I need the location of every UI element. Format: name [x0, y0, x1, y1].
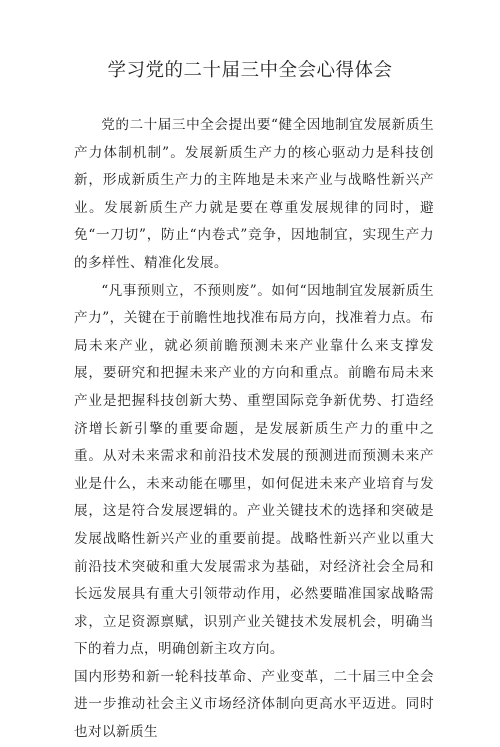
paragraph-2: “凡事预则立，不预则废”。如何“因地制宜发展新质生产力”，关键在于前瞻性地找准布局方向，找准着力点。布局未来产业，就必须前瞻预测未来产业靠什么来支撑发展，要研究和把握未来产业的方向和重点。前瞻布局未来产业是把握科技创新大势、重塑国际竞争新优势、打造经济增长新引擎的重要命题，是发展新质生产力的重中之重。从对未来需求和前沿技术发展的预测进而预测未来产业是什么，未来动能在哪里，如何促进未来产业培育与发展，这是符合发展逻辑的。产业关键技术的选择和突破是发展战略性新兴产业的重要前提。战略性新兴产业以重大前沿技术突破和重大发展需求为基础，对经济社会全局和长远发展具有重大引领带动作用，必然要瞄准国家战略需求，立足资源禀赋，识别产业关键技术发展机会，明确当下的着力点，明确创新主攻方向。 [74, 282, 434, 658]
paragraph-3: 国内形势和新一轮科技革命、产业变革，二十届三中全会进一步推动社会主义市场经济体制向更高水平迈进。同时也对以新质生 [74, 668, 434, 741]
paragraph-1: 党的二十届三中全会提出要“健全因地制宜发展新质生产力体制机制”。发展新质生产力的核心驱动力是科技创新，形成新质生产力的主阵地是未来产业与战略性新兴产业。发展新质生产力就是要在尊重发展规律的同时，避免“一刀切”，防止“内卷式”竞争，因地制宜，实现生产力的多样性、精准化发展。 [74, 117, 434, 271]
document-title: 学习党的二十届三中全会心得体会 [107, 60, 393, 81]
document-body [74, 112, 434, 747]
